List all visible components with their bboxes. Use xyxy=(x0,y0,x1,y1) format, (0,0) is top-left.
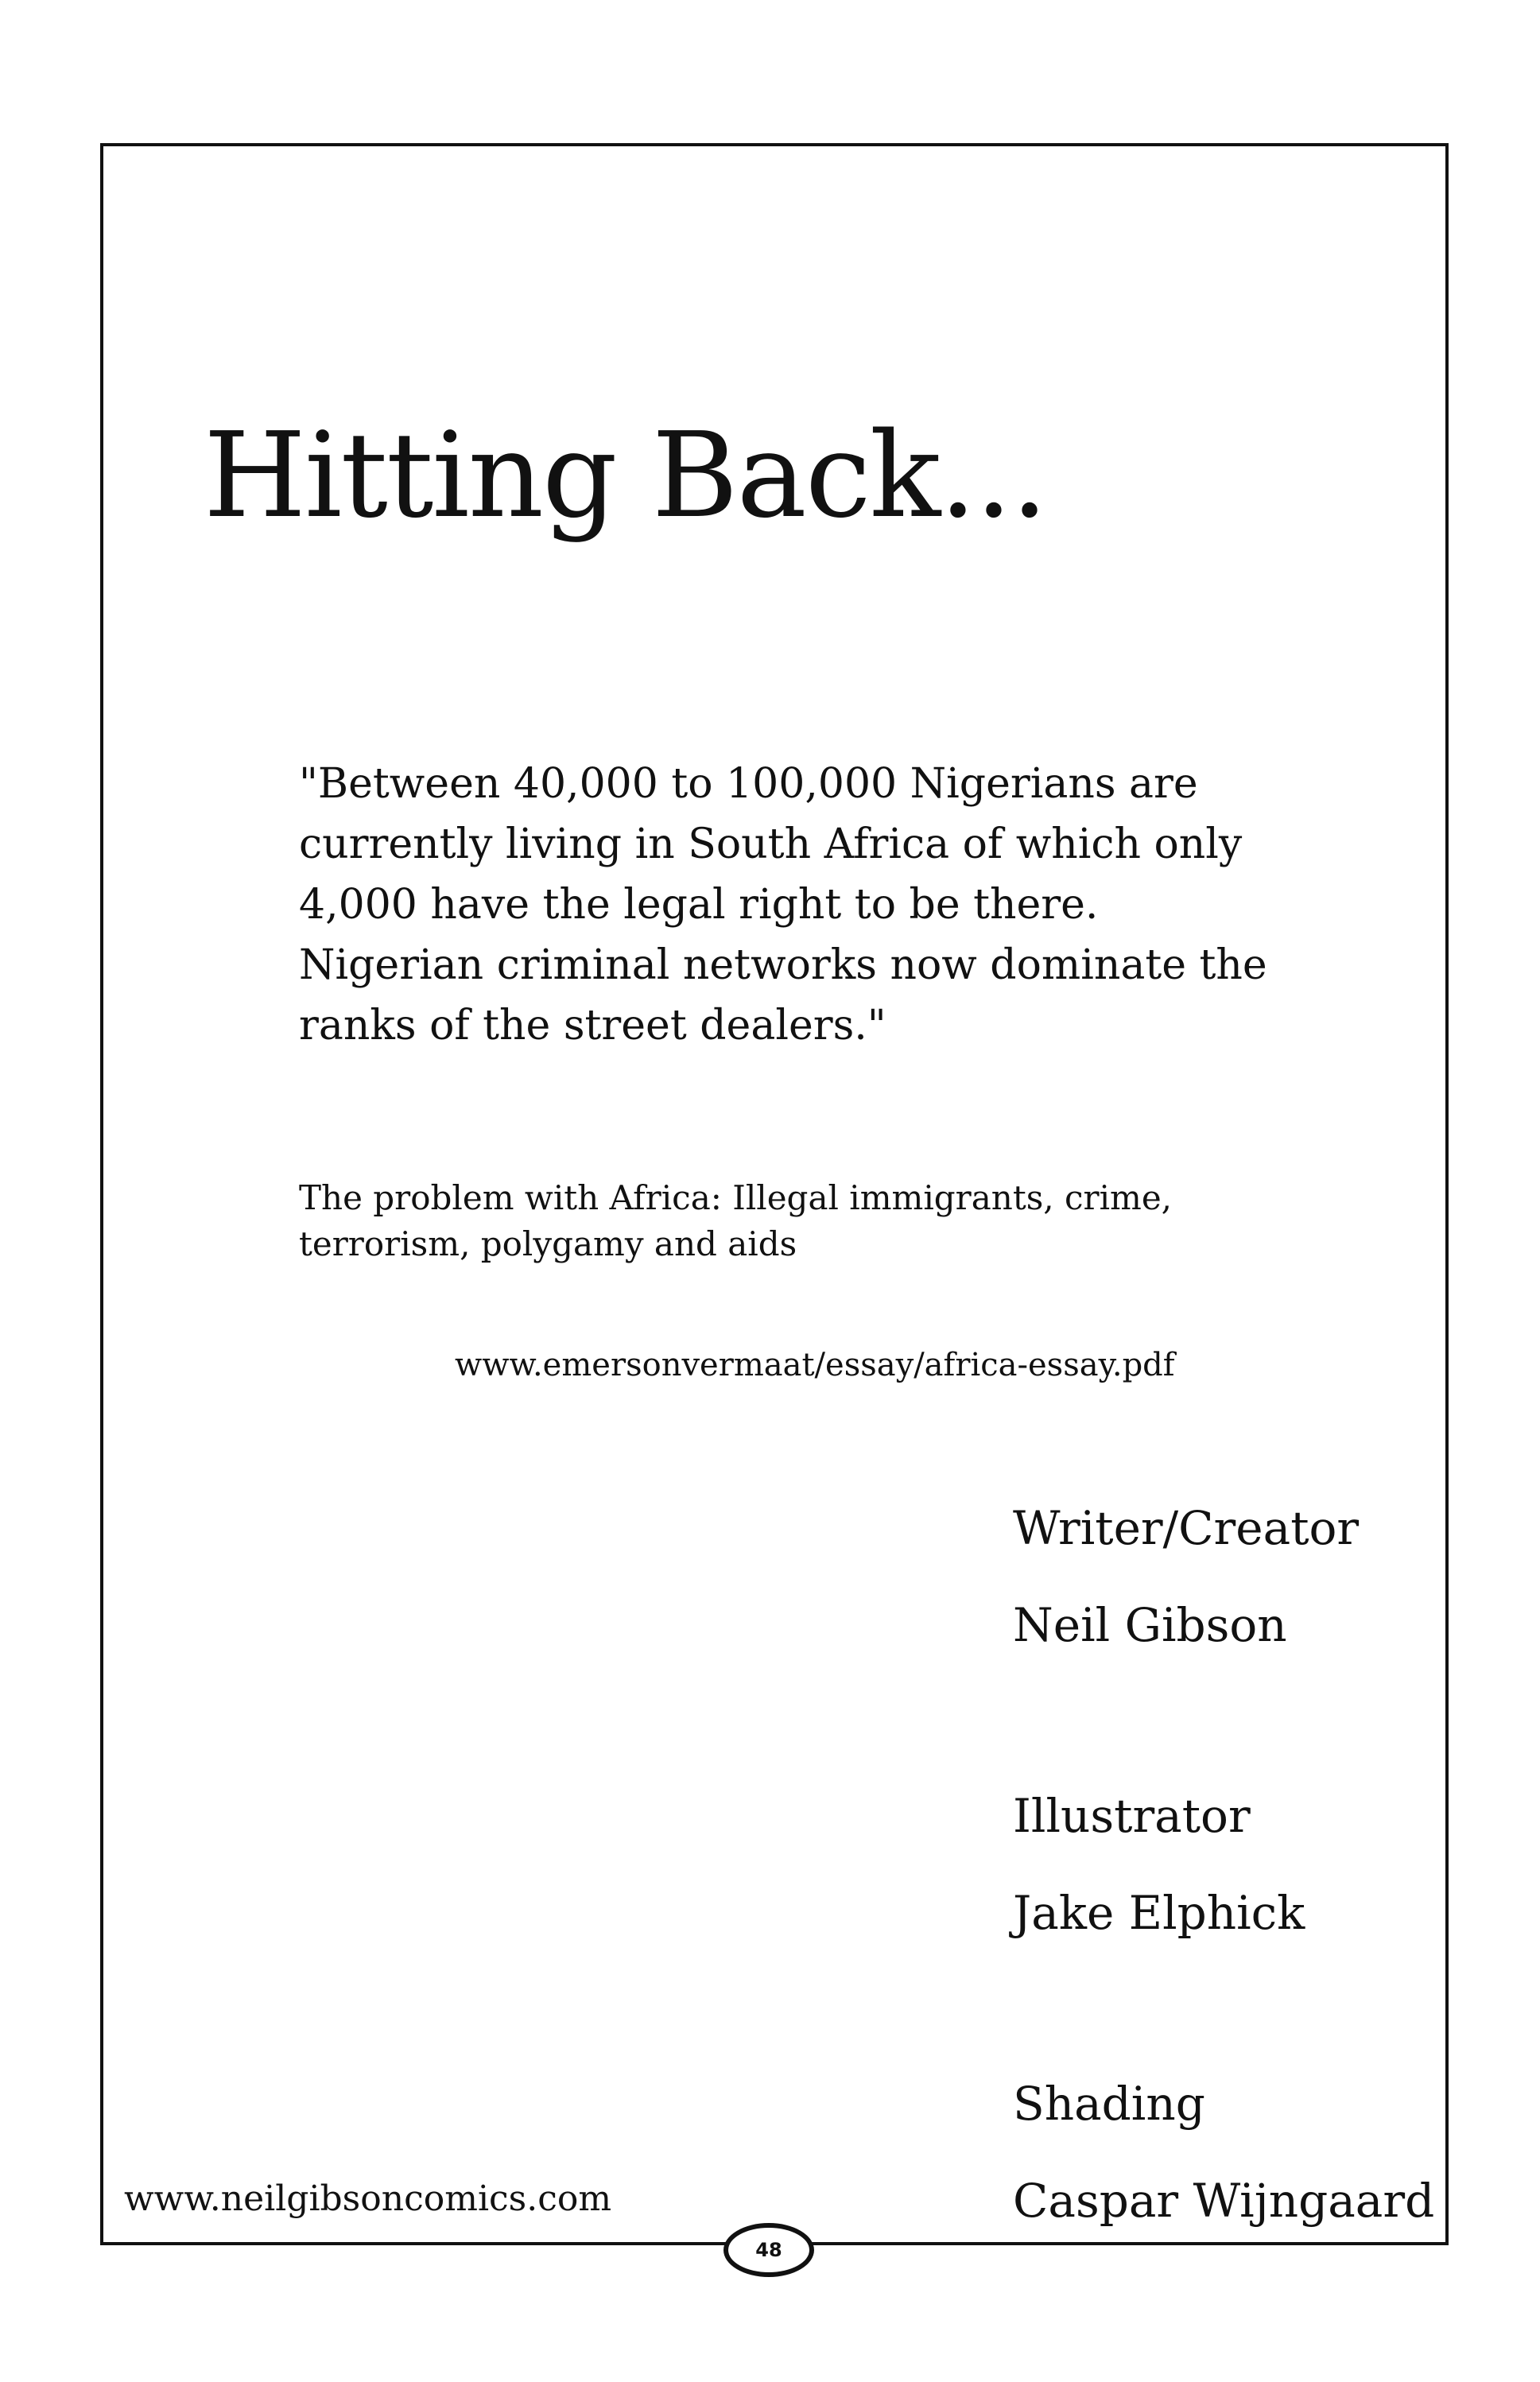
credit-role-writer: Writer/Creator xyxy=(1013,1501,1360,1555)
credit-name-shading: Caspar Wijngaard xyxy=(1013,2174,1435,2228)
credit-name-illustrator: Jake Elphick xyxy=(1013,1886,1305,1940)
credit-role-illustrator: Illustrator xyxy=(1013,1789,1251,1843)
quote-source-url: www.emersonvermaat/essay/africa-essay.pdf xyxy=(455,1347,1175,1383)
footer-website: www.neilgibsoncomics.com xyxy=(124,2178,612,2219)
page-number-badge xyxy=(723,2223,814,2277)
credit-name-writer: Neil Gibson xyxy=(1013,1598,1287,1652)
quote-source-title: The problem with Africa: Illegal immigrants, crime, terrorism, polygamy and aids xyxy=(299,1178,1173,1263)
page-title: Hitting Back... xyxy=(204,407,1047,544)
credit-role-shading: Shading xyxy=(1013,2077,1205,2131)
quote-text: "Between 40,000 to 100,000 Nigerians are currently living in South Africa of which only 4,000 have the legal right to be there. Nigerian criminal networks now dominate the ranks of the street dealers." xyxy=(299,760,1267,1049)
page-number: 48 xyxy=(755,2239,782,2261)
